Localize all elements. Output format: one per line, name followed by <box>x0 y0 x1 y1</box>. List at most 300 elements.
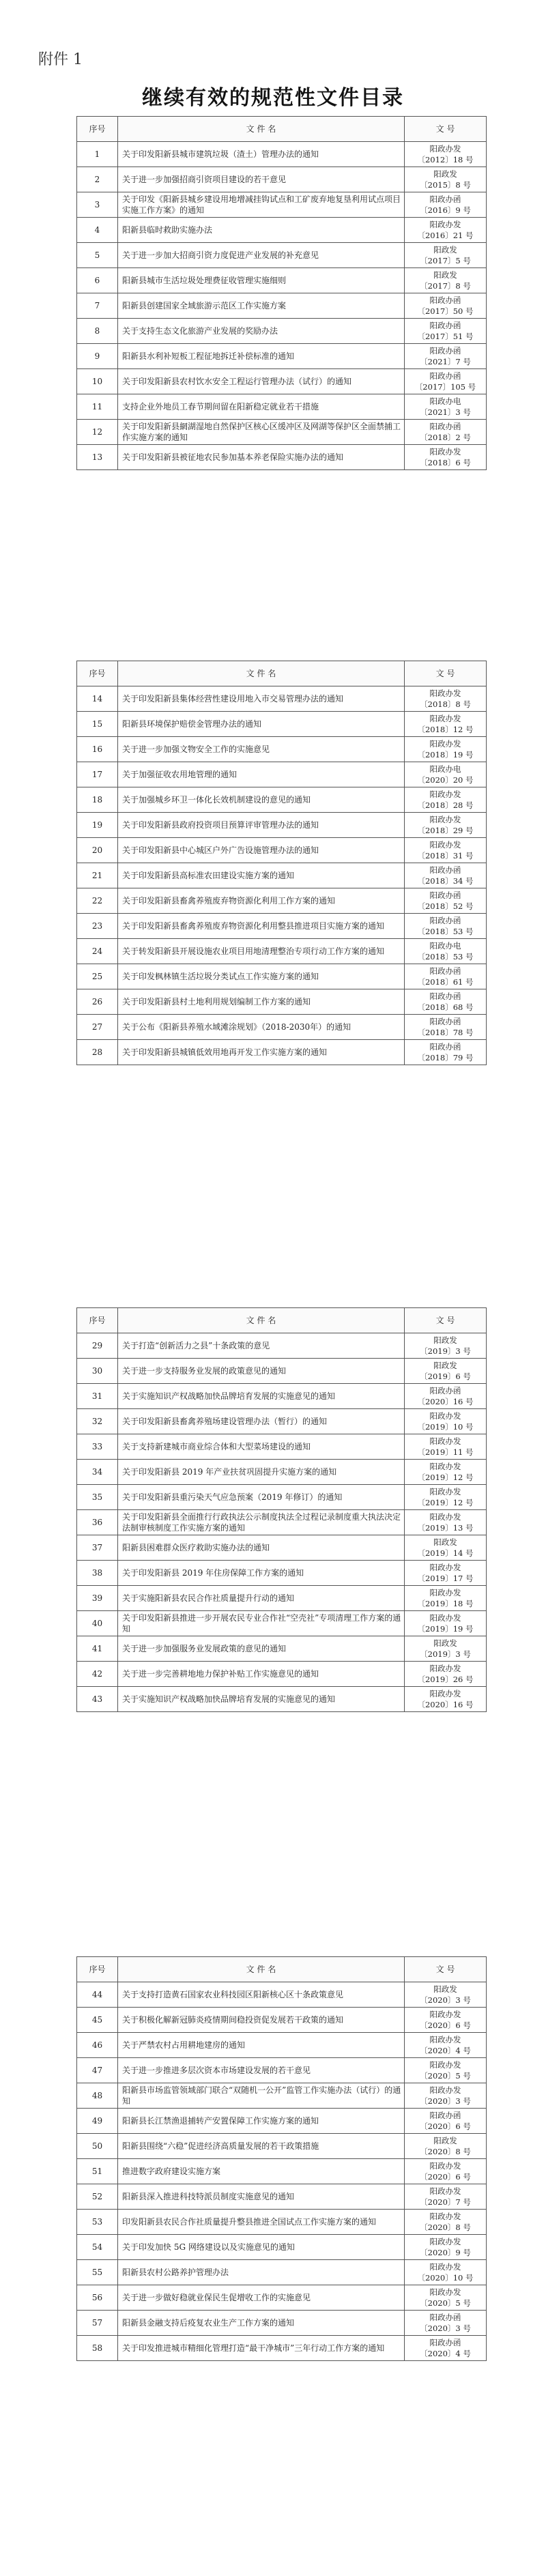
table-row <box>77 1982 487 2008</box>
code-number: 〔2021〕3 号 <box>420 407 471 417</box>
code-number: 〔2016〕21 号 <box>417 231 474 240</box>
code-issuer: 阳政发 <box>433 1984 457 1994</box>
row-number: 13 <box>77 445 118 470</box>
document-code <box>405 1015 487 1040</box>
code-number: 〔2017〕5 号 <box>420 256 471 265</box>
code-issuer: 阳政办发 <box>429 1411 461 1421</box>
code-issuer: 阳政办发 <box>429 689 461 698</box>
code-number: 〔2020〕20 号 <box>417 775 474 785</box>
row-number: 42 <box>77 1662 118 1687</box>
document-code <box>405 2235 487 2260</box>
code-number: 〔2019〕18 号 <box>417 1599 474 1608</box>
code-number: 〔2020〕6 号 <box>420 2122 471 2131</box>
code-issuer: 阳政办发 <box>429 1664 461 1673</box>
code-issuer: 阳政发 <box>433 1361 457 1370</box>
document-code <box>405 712 487 737</box>
document-name: 关于进一步加强文物安全工作的实施意见 <box>118 737 405 762</box>
table-row <box>77 989 487 1015</box>
code-number: 〔2020〕5 号 <box>420 2071 471 2081</box>
code-number: 〔2018〕53 号 <box>417 927 474 936</box>
document-name: 阳新县城市生活垃圾处理费征收管理实施细则 <box>118 268 405 293</box>
code-number: 〔2018〕78 号 <box>417 1028 474 1037</box>
document-name: 关于印发阳新县重污染天气应急预案（2019 年修订）的通知 <box>118 1485 405 1510</box>
table-row <box>77 420 487 445</box>
code-number: 〔2020〕16 号 <box>417 1397 474 1406</box>
document-code <box>405 1359 487 1384</box>
code-number: 〔2020〕3 号 <box>420 2324 471 2333</box>
document-name: 关于实施阳新县农民合作社质量提升行动的通知 <box>118 1586 405 1611</box>
code-number: 〔2017〕105 号 <box>414 382 476 392</box>
table-row <box>77 192 487 218</box>
code-issuer: 阳政发 <box>433 270 457 280</box>
document-name: 阳新县市场监管领域部门联合“双随机一公开”监管工作实施办法（试行）的通知 <box>118 2083 405 2109</box>
document-name: 推进数字政府建设实施方案 <box>118 2159 405 2184</box>
document-name: 关于印发加快 5G 网络建设以及实施意见的通知 <box>118 2235 405 2260</box>
document-code <box>405 1460 487 1485</box>
document-code <box>405 2285 487 2311</box>
header-code: 文 号 <box>405 117 487 142</box>
document-name: 关于支持新建城市商业综合体和大型菜场建设的通知 <box>118 1434 405 1460</box>
row-number: 49 <box>77 2109 118 2134</box>
code-issuer: 阳政办发 <box>429 2010 461 2019</box>
document-code <box>405 2083 487 2109</box>
document-name: 关于支持打造黄石国家农业科技园区阳新核心区十条政策意见 <box>118 1982 405 2008</box>
code-issuer: 阳政发 <box>433 1537 457 1547</box>
code-number: 〔2018〕2 号 <box>420 433 471 442</box>
code-issuer: 阳政办函 <box>429 1386 461 1395</box>
code-issuer: 阳政办发 <box>429 1436 461 1446</box>
table-row <box>77 1015 487 1040</box>
document-code <box>405 293 487 319</box>
code-issuer: 阳政办发 <box>429 790 461 799</box>
document-code <box>405 218 487 243</box>
code-issuer: 阳政办函 <box>429 1042 461 1052</box>
table-row <box>77 1586 487 1611</box>
document-code <box>405 1510 487 1535</box>
document-name: 关于公布《阳新县养殖水域滩涂规划》（2018-2030年）的通知 <box>118 1015 405 1040</box>
document-code <box>405 2184 487 2210</box>
table-row <box>77 2058 487 2083</box>
code-number: 〔2019〕3 号 <box>420 1649 471 1659</box>
table-row <box>77 1384 487 1409</box>
header-seq: 序号 <box>77 661 118 686</box>
table-row <box>77 939 487 964</box>
row-number: 41 <box>77 1636 118 1662</box>
row-number: 55 <box>77 2260 118 2285</box>
code-issuer: 阳政办发 <box>429 1588 461 1597</box>
code-issuer: 阳政办发 <box>429 1512 461 1522</box>
document-name: 关于印发推进城市精细化管理打造“最干净城市”三年行动工作方案的通知 <box>118 2336 405 2361</box>
document-table <box>76 661 487 1065</box>
document-name: 关于印发阳新县城市建筑垃圾（渣土）管理办法的通知 <box>118 142 405 167</box>
document-code <box>405 964 487 989</box>
code-issuer: 阳政办发 <box>429 714 461 723</box>
row-number: 12 <box>77 420 118 445</box>
row-number: 3 <box>77 192 118 218</box>
code-issuer: 阳政办电 <box>429 396 461 406</box>
document-name: 关于进一步支持服务业发展的政策意见的通知 <box>118 1359 405 1384</box>
document-name: 关于印发阳新县政府投资项目预算评审管理办法的通知 <box>118 813 405 838</box>
document-code <box>405 2159 487 2184</box>
document-name: 关于进一步推进多层次资本市场建设发展的若干意见 <box>118 2058 405 2083</box>
code-issuer: 阳政办函 <box>429 2313 461 2322</box>
document-name: 阳新县金融支持后疫复农业生产工作方案的通知 <box>118 2311 405 2336</box>
row-number: 46 <box>77 2033 118 2058</box>
row-number: 57 <box>77 2311 118 2336</box>
table-row <box>77 1333 487 1359</box>
document-code <box>405 1434 487 1460</box>
code-issuer: 阳政办发 <box>429 1487 461 1496</box>
table-row <box>77 2184 487 2210</box>
code-issuer: 阳政发 <box>433 1335 457 1345</box>
code-issuer: 阳政办函 <box>429 371 461 381</box>
header-name: 文 件 名 <box>118 661 405 686</box>
table-row <box>77 2134 487 2159</box>
document-name: 阳新县深入推进科技特派员制度实施意见的通知 <box>118 2184 405 2210</box>
document-name: 阳新县水利补短板工程征地拆迁补偿标准的通知 <box>118 344 405 369</box>
table-row <box>77 2235 487 2260</box>
code-issuer: 阳政办发 <box>429 1563 461 1572</box>
document-name: 关于印发阳新县 2019 年住房保障工作方案的通知 <box>118 1561 405 1586</box>
document-code <box>405 2058 487 2083</box>
table-row <box>77 762 487 787</box>
document-name: 关于印发阳新县網湖湿地自然保护区核心区缓冲区及网湖等保护区全面禁捕工作实施方案的通知 <box>118 420 405 445</box>
code-number: 〔2018〕52 号 <box>417 901 474 911</box>
document-name: 关于印发阳新县农村饮水安全工程运行管理办法（试行）的通知 <box>118 369 405 394</box>
row-number: 18 <box>77 787 118 813</box>
table-row <box>77 1535 487 1561</box>
document-name: 关于印发阳新县畜禽养殖场建设管理办法（暂行）的通知 <box>118 1409 405 1434</box>
table-row <box>77 1409 487 1434</box>
code-issuer: 阳政办发 <box>429 1689 461 1698</box>
row-number: 47 <box>77 2058 118 2083</box>
row-number: 14 <box>77 686 118 712</box>
table-row <box>77 2083 487 2109</box>
table-row <box>77 2008 487 2033</box>
row-number: 28 <box>77 1040 118 1065</box>
code-issuer: 阳政发 <box>433 2136 457 2145</box>
document-name: 关于实施知识产权战略加快品牌培育发展的实施意见的通知 <box>118 1687 405 1712</box>
header-code: 文 号 <box>405 1957 487 1982</box>
table-row <box>77 1510 487 1535</box>
table-row <box>77 293 487 319</box>
code-number: 〔2020〕7 号 <box>420 2197 471 2207</box>
code-issuer: 阳政办函 <box>429 321 461 330</box>
document-code <box>405 2134 487 2159</box>
document-code <box>405 1333 487 1359</box>
code-issuer: 阳政办发 <box>429 220 461 229</box>
code-issuer: 阳政办发 <box>429 2035 461 2044</box>
code-issuer: 阳政办发 <box>429 144 461 154</box>
table-row <box>77 712 487 737</box>
document-name: 关于实施知识产权战略加快品牌培育发展的实施意见的通知 <box>118 1384 405 1409</box>
code-issuer: 阳政办发 <box>429 840 461 850</box>
code-issuer: 阳政办函 <box>429 1017 461 1026</box>
table-header-row <box>77 661 487 686</box>
document-name: 关于印发阳新县高标准农田建设实施方案的通知 <box>118 863 405 888</box>
row-number: 35 <box>77 1485 118 1510</box>
header-seq: 序号 <box>77 117 118 142</box>
code-number: 〔2020〕16 号 <box>417 1700 474 1709</box>
document-code <box>405 989 487 1015</box>
table-row <box>77 964 487 989</box>
code-number: 〔2018〕12 号 <box>417 725 474 734</box>
row-number: 30 <box>77 1359 118 1384</box>
table-row <box>77 914 487 939</box>
code-number: 〔2019〕11 号 <box>417 1447 474 1457</box>
document-code <box>405 1535 487 1561</box>
row-number: 50 <box>77 2134 118 2159</box>
code-number: 〔2018〕34 号 <box>417 876 474 886</box>
code-issuer: 阳政办电 <box>429 764 461 774</box>
table-row <box>77 344 487 369</box>
code-number: 〔2018〕61 号 <box>417 977 474 987</box>
document-name: 关于印发阳新县集体经营性建设用地入市交易管理办法的通知 <box>118 686 405 712</box>
row-number: 25 <box>77 964 118 989</box>
code-issuer: 阳政办发 <box>429 2287 461 2297</box>
document-code <box>405 1485 487 1510</box>
header-seq: 序号 <box>77 1308 118 1333</box>
code-number: 〔2020〕10 号 <box>417 2273 474 2283</box>
code-issuer: 阳政办函 <box>429 295 461 305</box>
attachment-label: 附件 1 <box>38 51 83 68</box>
table-row <box>77 2109 487 2134</box>
code-issuer: 阳政办发 <box>429 2237 461 2246</box>
row-number: 26 <box>77 989 118 1015</box>
document-code <box>405 1040 487 1065</box>
code-number: 〔2019〕13 号 <box>417 1523 474 1533</box>
row-number: 17 <box>77 762 118 787</box>
document-code <box>405 2033 487 2058</box>
table-row <box>77 1611 487 1636</box>
document-code <box>405 2210 487 2235</box>
document-code <box>405 2311 487 2336</box>
document-table <box>76 116 487 470</box>
document-code <box>405 2008 487 2033</box>
table-header-row <box>77 1957 487 1982</box>
document-name: 阳新县长江禁渔退捕转产安置保障工作实施方案的通知 <box>118 2109 405 2134</box>
table-row <box>77 1662 487 1687</box>
code-number: 〔2020〕3 号 <box>420 2096 471 2106</box>
code-number: 〔2018〕31 号 <box>417 851 474 860</box>
row-number: 7 <box>77 293 118 319</box>
row-number: 27 <box>77 1015 118 1040</box>
code-number: 〔2019〕19 号 <box>417 1624 474 1634</box>
document-code <box>405 142 487 167</box>
document-code <box>405 838 487 863</box>
code-number: 〔2018〕53 号 <box>417 952 474 961</box>
row-number: 40 <box>77 1611 118 1636</box>
document-code <box>405 319 487 344</box>
document-name: 关于印发阳新县城镇低效用地再开发工作实施方案的通知 <box>118 1040 405 1065</box>
code-issuer: 阳政办发 <box>429 2186 461 2196</box>
code-number: 〔2020〕6 号 <box>420 2172 471 2182</box>
row-number: 20 <box>77 838 118 863</box>
document-name: 关于印发阳新县全面推行行政执法公示制度执法全过程记录制度重大执法决定法制审核制度工作实施方案的通知 <box>118 1510 405 1535</box>
row-number: 10 <box>77 369 118 394</box>
table-row <box>77 686 487 712</box>
table-row <box>77 2336 487 2361</box>
document-code <box>405 888 487 914</box>
code-issuer: 阳政办发 <box>429 2161 461 2171</box>
row-number: 22 <box>77 888 118 914</box>
row-number: 39 <box>77 1586 118 1611</box>
row-number: 11 <box>77 394 118 420</box>
header-name: 文 件 名 <box>118 117 405 142</box>
code-number: 〔2020〕8 号 <box>420 2147 471 2156</box>
table-header-row <box>77 117 487 142</box>
document-code <box>405 167 487 192</box>
code-issuer: 阳政办发 <box>429 739 461 749</box>
code-issuer: 阳政办发 <box>429 447 461 457</box>
code-issuer: 阳政办发 <box>429 2212 461 2221</box>
code-issuer: 阳政办发 <box>429 1613 461 1623</box>
table-row <box>77 787 487 813</box>
document-code <box>405 1586 487 1611</box>
code-number: 〔2018〕19 号 <box>417 750 474 759</box>
code-issuer: 阳政办函 <box>429 346 461 356</box>
code-number: 〔2018〕29 号 <box>417 826 474 835</box>
code-number: 〔2019〕6 号 <box>420 1372 471 1381</box>
row-number: 1 <box>77 142 118 167</box>
document-code <box>405 762 487 787</box>
code-number: 〔2020〕8 号 <box>420 2223 471 2232</box>
row-number: 52 <box>77 2184 118 2210</box>
code-number: 〔2020〕4 号 <box>420 2046 471 2055</box>
document-table <box>76 1956 487 2361</box>
row-number: 6 <box>77 268 118 293</box>
document-code <box>405 420 487 445</box>
row-number: 48 <box>77 2083 118 2109</box>
document-name: 关于印发阳新县中心城区户外广告设施管理办法的通知 <box>118 838 405 863</box>
document-name: 关于印发《阳新县城乡建设用地增减挂钩试点和工矿废弃地复垦利用试点项目实施工作方案》的通知 <box>118 192 405 218</box>
row-number: 19 <box>77 813 118 838</box>
table-row <box>77 1636 487 1662</box>
document-name: 关于印发阳新县 2019 年产业扶贫巩固提升实施方案的通知 <box>118 1460 405 1485</box>
document-name: 关于转发阳新县开展设施农业项目用地清理整治专项行动工作方案的通知 <box>118 939 405 964</box>
code-number: 〔2016〕9 号 <box>420 205 471 215</box>
table-row <box>77 838 487 863</box>
document-code <box>405 737 487 762</box>
document-code <box>405 1662 487 1687</box>
document-name: 关于加强征收农用地管理的通知 <box>118 762 405 787</box>
code-issuer: 阳政办函 <box>429 891 461 900</box>
code-number: 〔2018〕68 号 <box>417 1002 474 1012</box>
table-row <box>77 445 487 470</box>
row-number: 31 <box>77 1384 118 1409</box>
document-code <box>405 914 487 939</box>
document-name: 关于进一步加大招商引资力度促进产业发展的补充意见 <box>118 243 405 268</box>
table-row <box>77 369 487 394</box>
row-number: 9 <box>77 344 118 369</box>
table-row <box>77 2210 487 2235</box>
row-number: 5 <box>77 243 118 268</box>
table-row <box>77 737 487 762</box>
table-row <box>77 1561 487 1586</box>
table-row <box>77 1687 487 1712</box>
header-code: 文 号 <box>405 1308 487 1333</box>
code-number: 〔2017〕8 号 <box>420 281 471 291</box>
document-code <box>405 394 487 420</box>
document-name: 阳新县临时救助实施办法 <box>118 218 405 243</box>
document-name: 关于印发阳新县推进一步开展农民专业合作社“空壳社”专项清理工作方案的通知 <box>118 1611 405 1636</box>
document-name: 关于印发阳新县畜禽养殖废弃物资源化利用工作方案的通知 <box>118 888 405 914</box>
row-number: 24 <box>77 939 118 964</box>
document-code <box>405 1636 487 1662</box>
code-number: 〔2019〕14 号 <box>417 1548 474 1558</box>
row-number: 29 <box>77 1333 118 1359</box>
table-row <box>77 142 487 167</box>
row-number: 56 <box>77 2285 118 2311</box>
document-name: 阳新县围绕“六稳”促进经济高质量发展的若干政策措施 <box>118 2134 405 2159</box>
document-code <box>405 1409 487 1434</box>
document-name: 关于进一步加强招商引资项目建设的若干意见 <box>118 167 405 192</box>
table-row <box>77 218 487 243</box>
table-header-row <box>77 1308 487 1333</box>
code-number: 〔2018〕79 号 <box>417 1053 474 1062</box>
document-name: 关于印发阳新县畜禽养殖废弃物资源化利用整县推进项目实施方案的通知 <box>118 914 405 939</box>
table-row <box>77 2033 487 2058</box>
document-name: 印发阳新县农民合作社质量提升整县推进全国试点工作实施方案的通知 <box>118 2210 405 2235</box>
row-number: 21 <box>77 863 118 888</box>
code-issuer: 阳政办函 <box>429 966 461 976</box>
document-name: 关于严禁农村占用耕地建房的通知 <box>118 2033 405 2058</box>
table-row <box>77 394 487 420</box>
row-number: 53 <box>77 2210 118 2235</box>
document-code <box>405 863 487 888</box>
document-code <box>405 939 487 964</box>
document-name: 关于积极化解新冠肺炎疫情期间稳投资促发展若干政策的通知 <box>118 2008 405 2033</box>
document-code <box>405 192 487 218</box>
code-issuer: 阳政办发 <box>429 2262 461 2272</box>
table-row <box>77 167 487 192</box>
code-issuer: 阳政办函 <box>429 916 461 925</box>
row-number: 45 <box>77 2008 118 2033</box>
document-code <box>405 1384 487 1409</box>
document-code <box>405 445 487 470</box>
code-issuer: 阳政办函 <box>429 865 461 875</box>
row-number: 23 <box>77 914 118 939</box>
table-row <box>77 1434 487 1460</box>
document-name: 阳新县困难群众医疗救助实施办法的通知 <box>118 1535 405 1561</box>
document-name: 关于打造“创新活力之县”十条政策的意见 <box>118 1333 405 1359</box>
document-code <box>405 2260 487 2285</box>
code-number: 〔2019〕12 号 <box>417 1473 474 1482</box>
table-row <box>77 319 487 344</box>
code-issuer: 阳政发 <box>433 169 457 179</box>
row-number: 36 <box>77 1510 118 1535</box>
row-number: 4 <box>77 218 118 243</box>
table-row <box>77 1040 487 1065</box>
table-row <box>77 2285 487 2311</box>
code-issuer: 阳政办发 <box>429 1462 461 1471</box>
code-issuer: 阳政发 <box>433 245 457 255</box>
table-row <box>77 1359 487 1384</box>
code-number: 〔2020〕9 号 <box>420 2248 471 2257</box>
row-number: 15 <box>77 712 118 737</box>
code-issuer: 阳政办函 <box>429 992 461 1001</box>
row-number: 51 <box>77 2159 118 2184</box>
code-number: 〔2019〕12 号 <box>417 1498 474 1507</box>
document-name: 阳新县创建国家全域旅游示范区工作实施方案 <box>118 293 405 319</box>
row-number: 2 <box>77 167 118 192</box>
document-name: 支持企业外地员工春节期间留在阳新稳定就业若干措施 <box>118 394 405 420</box>
document-name: 关于印发阳新县被征地农民参加基本养老保险实施办法的通知 <box>118 445 405 470</box>
document-code <box>405 268 487 293</box>
code-number: 〔2019〕26 号 <box>417 1675 474 1684</box>
table-row <box>77 2260 487 2285</box>
code-number: 〔2019〕10 号 <box>417 1422 474 1432</box>
